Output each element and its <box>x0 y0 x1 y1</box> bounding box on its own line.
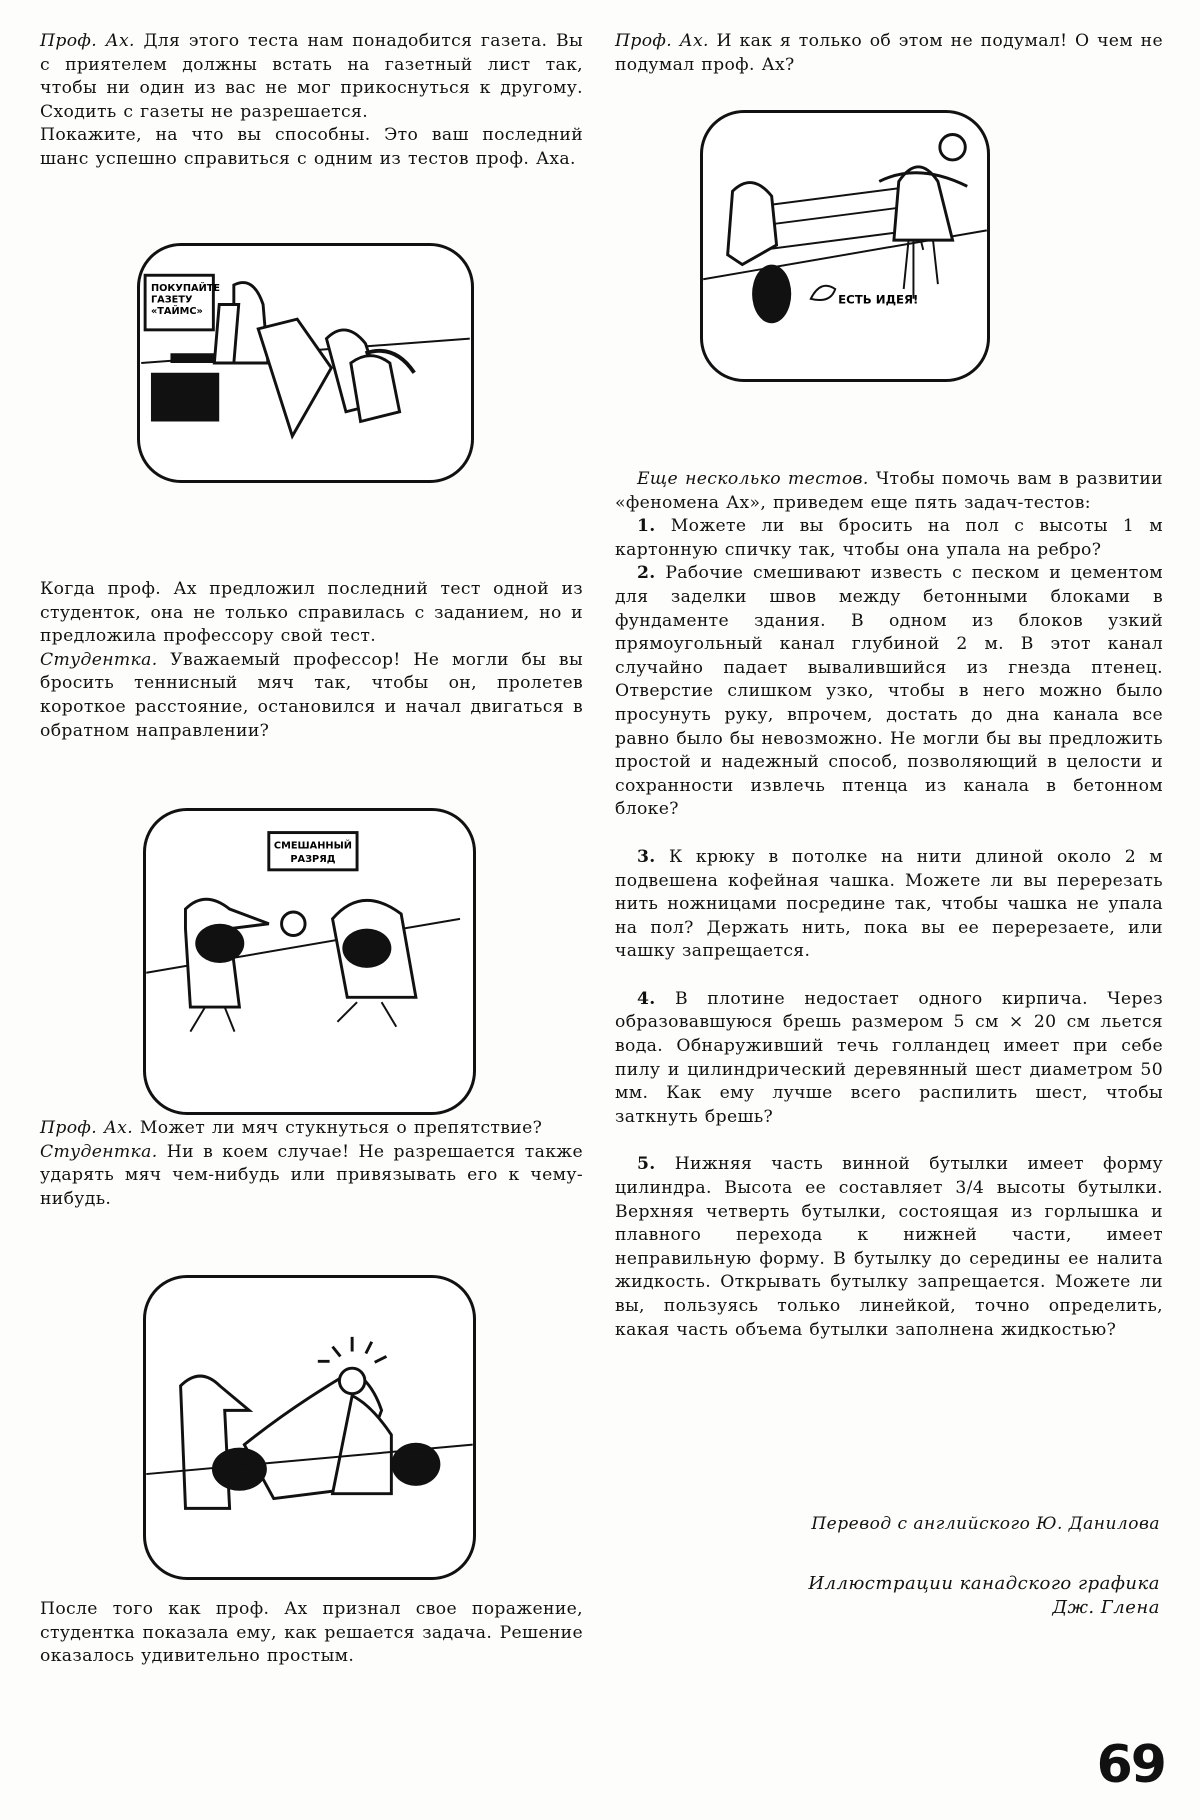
sign-line-2: РАЗРЯД <box>290 853 336 865</box>
prof-question: Может ли мяч стукнуться о препятствие? <box>133 1118 543 1138</box>
outcome-paragraph <box>40 1598 583 1669</box>
problem-text: Рабочие смешивают известь с песком и цементом для заделки швов между бетонными блоками в фундаменте здания. В одном из блоков узкий прямоугольный канал глубиной 2 м. В этот канал случайно падает вывалившийся из гнезда птенец. Отверстие слишком узко, чтобы в него можно было просунуть руку, впрочем, достать до дна канала все равно было бы невозможно. Не могли бы вы предложить простой и надежный способ, позволяющий в целости и сохранности извлечь птенца из канала в бетонном блоке? <box>615 563 1163 820</box>
problem-number: 2. <box>637 563 656 584</box>
right-top-paragraph <box>615 30 1163 77</box>
cartoon-panel-bench <box>700 110 990 382</box>
dialogue-paragraph <box>40 1117 583 1211</box>
student-question: Уважаемый профессор! Не могли бы вы бросить теннисный мяч так, чтобы он, пролетев короткое расстояние, остановился и начал двигаться в обратном направлении? <box>40 649 583 741</box>
newspaper-cartoon-illustration <box>140 246 471 480</box>
problem-text: Можете ли вы бросить на пол с высоты 1 м картонную спичку так, чтобы она упала на ребро? <box>615 516 1163 560</box>
student-story-text: Когда проф. Ах предложил последний тест одной из студенток, она не только справилась с заданием, но и предложила профессору свой тест. <box>40 579 583 647</box>
intro-text: Для этого теста нам понадобится газета. Вы с приятелем должны встать на газетный лист так, чтобы ни один из вас не мог прикоснуться к другому. Сходить с газеты не разрешается. <box>40 31 583 122</box>
outcome-text: После того как проф. Ах признал свое поражение, студентка показала ему, как решается задача. Решение оказалось удивительно простым. <box>40 1599 583 1667</box>
problem-item <box>615 515 1163 562</box>
problem-item <box>615 846 1163 964</box>
problem-item <box>615 988 1163 1130</box>
problem-number: 5. <box>637 1154 656 1175</box>
illustration-credit-line2: Дж. Глена <box>1052 1597 1160 1618</box>
speaker-prof: Проф. Ах. <box>40 31 135 51</box>
cartoon-panel-ball-hit <box>143 1275 476 1580</box>
student-story-paragraph <box>40 578 583 743</box>
bench-caption: ЕСТЬ ИДЕЯ! <box>838 292 919 307</box>
speaker-prof: Проф. Ах. <box>40 1118 134 1138</box>
illustration-credit <box>600 1572 1160 1620</box>
problem-number: 1. <box>637 516 656 537</box>
problem-number: 4. <box>637 988 656 1009</box>
student-answer: Ни в коем случае! Не разрешается также ударять мяч чем-нибудь или привязывать его к чему-нибудь. <box>40 1141 583 1209</box>
problem-text: Нижняя часть винной бутылки имеет форму цилиндра. Высота ее составляет 3/4 высоты бутылки. Верхняя четверть бутылки, состоящая из горлышка и плавного перехода к нижней части, имеет неправильную форму. В бутылку до середины ее налита жидкость. Открывать бутылку запрещается. Можете ли вы, пользуясь только линейкой, точно определить, какая часть объема бутылки заполнена жидкостью? <box>615 1154 1163 1340</box>
problem-item <box>615 562 1163 822</box>
speaker-student: Студентка. <box>40 1141 158 1162</box>
cartoon-panel-tennis <box>143 808 476 1115</box>
right-top-text: И как я только об этом не подумал! О чем не подумал проф. Ах? <box>615 31 1163 75</box>
more-tests-heading: Еще несколько тестов. <box>637 469 869 489</box>
problem-item <box>615 1153 1163 1342</box>
bench-cartoon-illustration <box>703 113 987 379</box>
speaker-prof: Проф. Ах. <box>615 31 709 51</box>
more-tests-intro: Чтобы помочь вам в развитии «феномена Ах», приведем еще пять задач-тестов: <box>615 469 1163 513</box>
sign-line-1: СМЕШАННЫЙ <box>273 840 352 852</box>
speaker-student: Студентка. <box>40 649 158 670</box>
more-tests-section <box>615 468 1163 1342</box>
illustration-credit-line1: Иллюстрации канадского графика <box>808 1573 1160 1594</box>
sign-line-1: ПОКУПАЙТЕ <box>150 282 221 294</box>
tennis-cartoon-illustration <box>146 811 473 1112</box>
translation-credit: Перевод с английского Ю. Данилова <box>811 1514 1160 1534</box>
page-number: 69 <box>1096 1735 1165 1795</box>
intro-paragraph <box>40 30 583 172</box>
problem-text: В плотине недостает одного кирпича. Через образовавшуюся брешь размером 5 см × 20 см льется вода. Обнаруживший течь голландец имеет при себе пилу и цилиндрический деревянный шест диаметром 50 мм. Как ему лучше всего распилить шест, чтобы заткнуть брешь? <box>615 988 1163 1127</box>
problem-number: 3. <box>637 846 656 867</box>
ball-hit-cartoon-illustration <box>146 1278 473 1577</box>
sign-line-2: ГАЗЕТУ <box>150 294 193 306</box>
cartoon-panel-newspaper <box>137 243 474 483</box>
problem-text: К крюку в потолке на нити длиной около 2 м подвешена кофейная чашка. Можете ли вы перерезать нить ножницами посредине так, чтобы чашка не упала на пол? Держать нить, пока вы ее перерезаете, или чашку запрещается. <box>615 846 1163 962</box>
sign-line-3: «ТАЙМС» <box>150 306 203 318</box>
intro-text-2: Покажите, на что вы способны. Это ваш последний шанс успешно справиться с одним из тестов проф. Аха. <box>40 125 583 169</box>
